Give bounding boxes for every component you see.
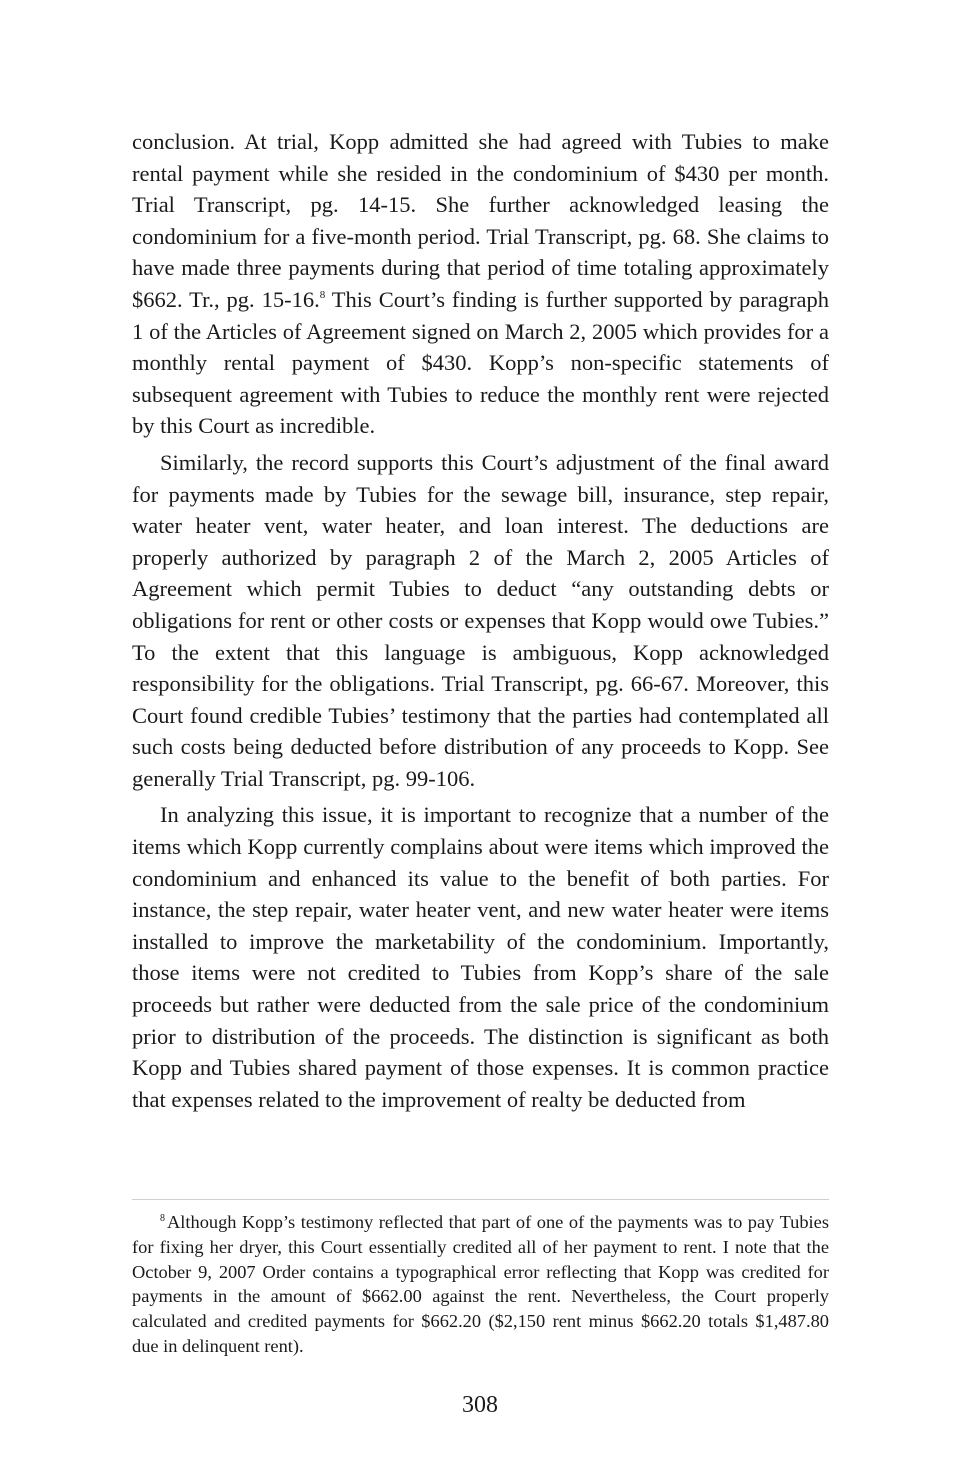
paragraph-3: In analyzing this issue, it is important to recognize that a number of the items which Kopp currently complains about were items which improved the condominium and enhanced its value to the benefit of both parties. For instance, the step repair, water heater vent, and new water heater were items installed to improve the marketability of the condominium. Importantly, those items were not credited to Tubies from Kopp’s share of the sale proceeds but rather were deducted from the sale price of the condominium prior to distribution of the proceeds. The distinction is significant as both Kopp and Tubies shared payment of those expenses. It is common practice that expenses related to the improvement of realty be deducted from (132, 802, 829, 1112)
paragraph-1-text-continued: This Court’s finding is further supported by paragraph 1 of the Articles of Agreement signed on March 2, 2005 which provides for a monthly rental payment of $430. Kopp’s non-specific statements of subsequent agreement with Tubies to reduce the monthly rent were rejected by this Court as incredible. (132, 286, 829, 439)
paragraph-1-text: conclusion. At trial, Kopp admitted she had agreed with Tubies to make rental payment while she resided in the condominium of $430 per month. Trial Transcript, pg. 14-15. She further acknowledged leasing the condominium for a five-month period. Trial Transcript, pg. 68. She claims to have made three payments during that period of time totaling approximately $662. Tr., pg. 15-16. (132, 129, 829, 312)
body-text (132, 126, 829, 1115)
footnote-marker: 8 (160, 1213, 165, 1224)
footnote (132, 1210, 829, 1359)
paragraph-2: Similarly, the record supports this Court’s adjustment of the final award for payments made by Tubies for the sewage bill, insurance, step repair, water heater vent, water heater, and loan interest. The deductions are properly authorized by paragraph 2 of the March 2, 2005 Articles of Agreement which permit Tubies to deduct “any outstanding debts or obligations for rent or other costs or expenses that Kopp would owe Tubies.” To the extent that this language is ambiguous, Kopp acknowledged responsibility for the obligations. Trial Transcript, pg. 66-67. Moreover, this Court found credible Tubies’ testimony that the parties had contemplated all such costs being deducted before distribution of any proceeds to Kopp. See generally Trial Transcript, pg. 99-106. (132, 449, 829, 791)
page-number: 308 (462, 1392, 498, 1418)
footnote-reference: 8 (319, 288, 326, 301)
footnote-divider (132, 1199, 829, 1200)
paragraph-1 (132, 126, 829, 442)
footnote-text: Although Kopp’s testimony reflected that part of one of the payments was to pay Tubies for fixing her dryer, this Court essentially credited all of her payment to rent. I note that the October 9, 2007 Order contains a typographical error reflecting that Kopp was credited for payments in the amount of $662.00 against the rent. Nevertheless, the Court properly calculated and credited payments for $662.20 ($2,150 rent minus $662.20 totals $1,487.80 due in delinquent rent). (132, 1212, 829, 1356)
